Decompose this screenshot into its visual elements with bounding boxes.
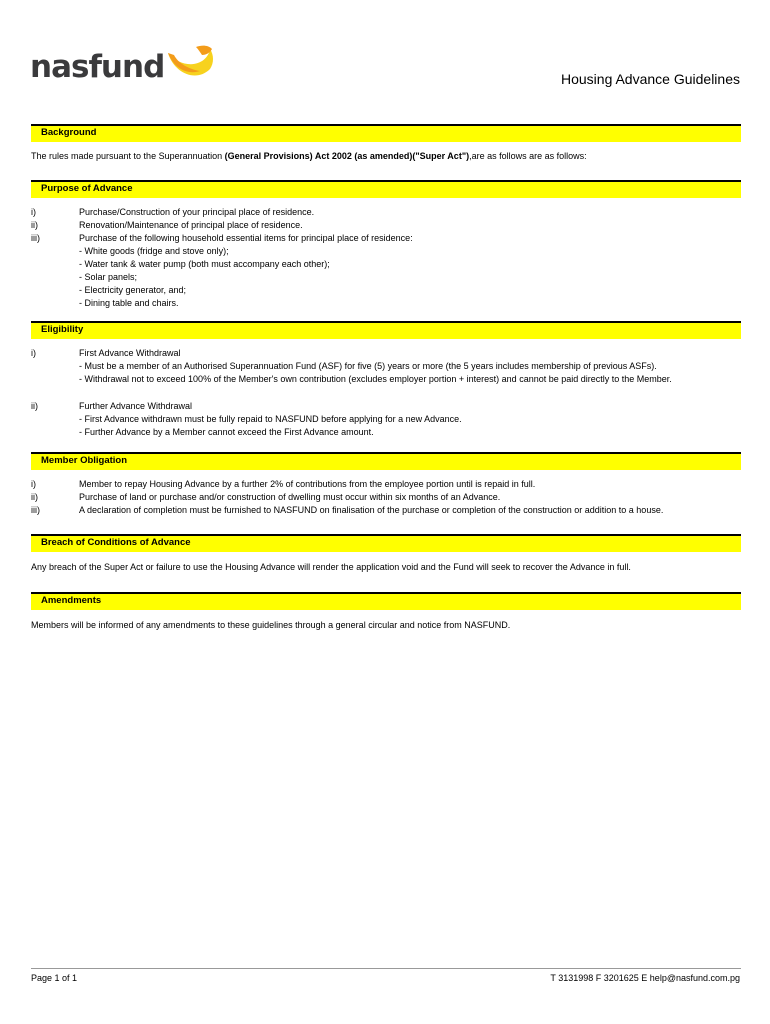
page-number: Page 1 of 1: [31, 973, 78, 983]
list-item: Purchase of land or purchase and/or construction of dwelling must occur within six months of an Advance.: [79, 492, 501, 502]
section-bar-amendments: [31, 592, 741, 610]
list-item: Purchase/Construction of your principal place of residence.: [79, 207, 315, 217]
section-bar-breach: [31, 534, 741, 552]
list-number: iii): [31, 233, 40, 243]
sub-list-item: - First Advance withdrawn must be fully repaid to NASFUND before applying for a new Advance.: [79, 414, 462, 424]
list-item: Renovation/Maintenance of principal place of residence.: [79, 220, 303, 230]
list-item-title: Further Advance Withdrawal: [79, 401, 193, 411]
section-bar-background: [31, 124, 741, 142]
sub-list-item: - Electricity generator, and;: [79, 285, 187, 295]
section-heading: Background: [41, 127, 97, 138]
list-number: i): [31, 207, 36, 217]
list-number: ii): [31, 401, 38, 411]
sub-list-item: - White goods (fridge and stove only);: [79, 246, 229, 256]
list-number: ii): [31, 492, 38, 502]
section-heading: Breach of Conditions of Advance: [41, 537, 191, 548]
sub-list-item: - Withdrawal not to exceed 100% of the Member's own contribution (excludes employer portion + interest) and cannot be paid directly to the Member.: [79, 374, 672, 384]
contact-info: T 3131998 F 3201625 E help@nasfund.com.pg: [550, 973, 740, 983]
sub-list-item: - Dining table and chairs.: [79, 298, 179, 308]
sub-list-item: - Further Advance by a Member cannot exceed the First Advance amount.: [79, 427, 374, 437]
sub-list-item: - Water tank & water pump (both must accompany each other);: [79, 259, 330, 269]
list-number: ii): [31, 220, 38, 230]
sub-list-item: - Solar panels;: [79, 272, 138, 282]
list-number: i): [31, 348, 36, 358]
background-text: The rules made pursuant to the Superannuation (General Provisions) Act 2002 (as amended)("Super Act"),are as follows are as follows:: [31, 151, 587, 161]
section-bar-obligation: [31, 452, 741, 470]
list-item: Purchase of the following household essential items for principal place of residence:: [79, 233, 413, 243]
list-item-title: First Advance Withdrawal: [79, 348, 181, 358]
amendments-text: Members will be informed of any amendments to these guidelines through a general circular and notice from NASFUND.: [31, 620, 511, 630]
section-heading: Amendments: [41, 595, 102, 606]
section-heading: Purpose of Advance: [41, 183, 133, 194]
section-bar-eligibility: [31, 321, 741, 339]
list-number: iii): [31, 505, 40, 515]
sub-list-item: - Must be a member of an Authorised Superannuation Fund (ASF) for five (5) years or more (the 5 years includes membership of previous ASFs).: [79, 361, 657, 371]
section-heading: Member Obligation: [41, 455, 128, 466]
document-title: Housing Advance Guidelines: [560, 71, 740, 87]
nasfund-logo: [30, 44, 216, 90]
footer-divider: [31, 968, 741, 969]
list-item: Member to repay Housing Advance by a further 2% of contributions from the employee portion until is repaid in full.: [79, 479, 536, 489]
breach-text: Any breach of the Super Act or failure to use the Housing Advance will render the application void and the Fund will seek to recover the Advance in full.: [31, 562, 631, 572]
list-item: A declaration of completion must be furnished to NASFUND on finalisation of the purchase or completion of the construction or addition to a house.: [79, 505, 664, 515]
list-number: i): [31, 479, 36, 489]
logo-text: nasfund: [30, 49, 165, 85]
banana-leaf-icon: [166, 43, 216, 85]
section-bar-purpose: [31, 180, 741, 198]
section-heading: Eligibility: [41, 324, 84, 335]
